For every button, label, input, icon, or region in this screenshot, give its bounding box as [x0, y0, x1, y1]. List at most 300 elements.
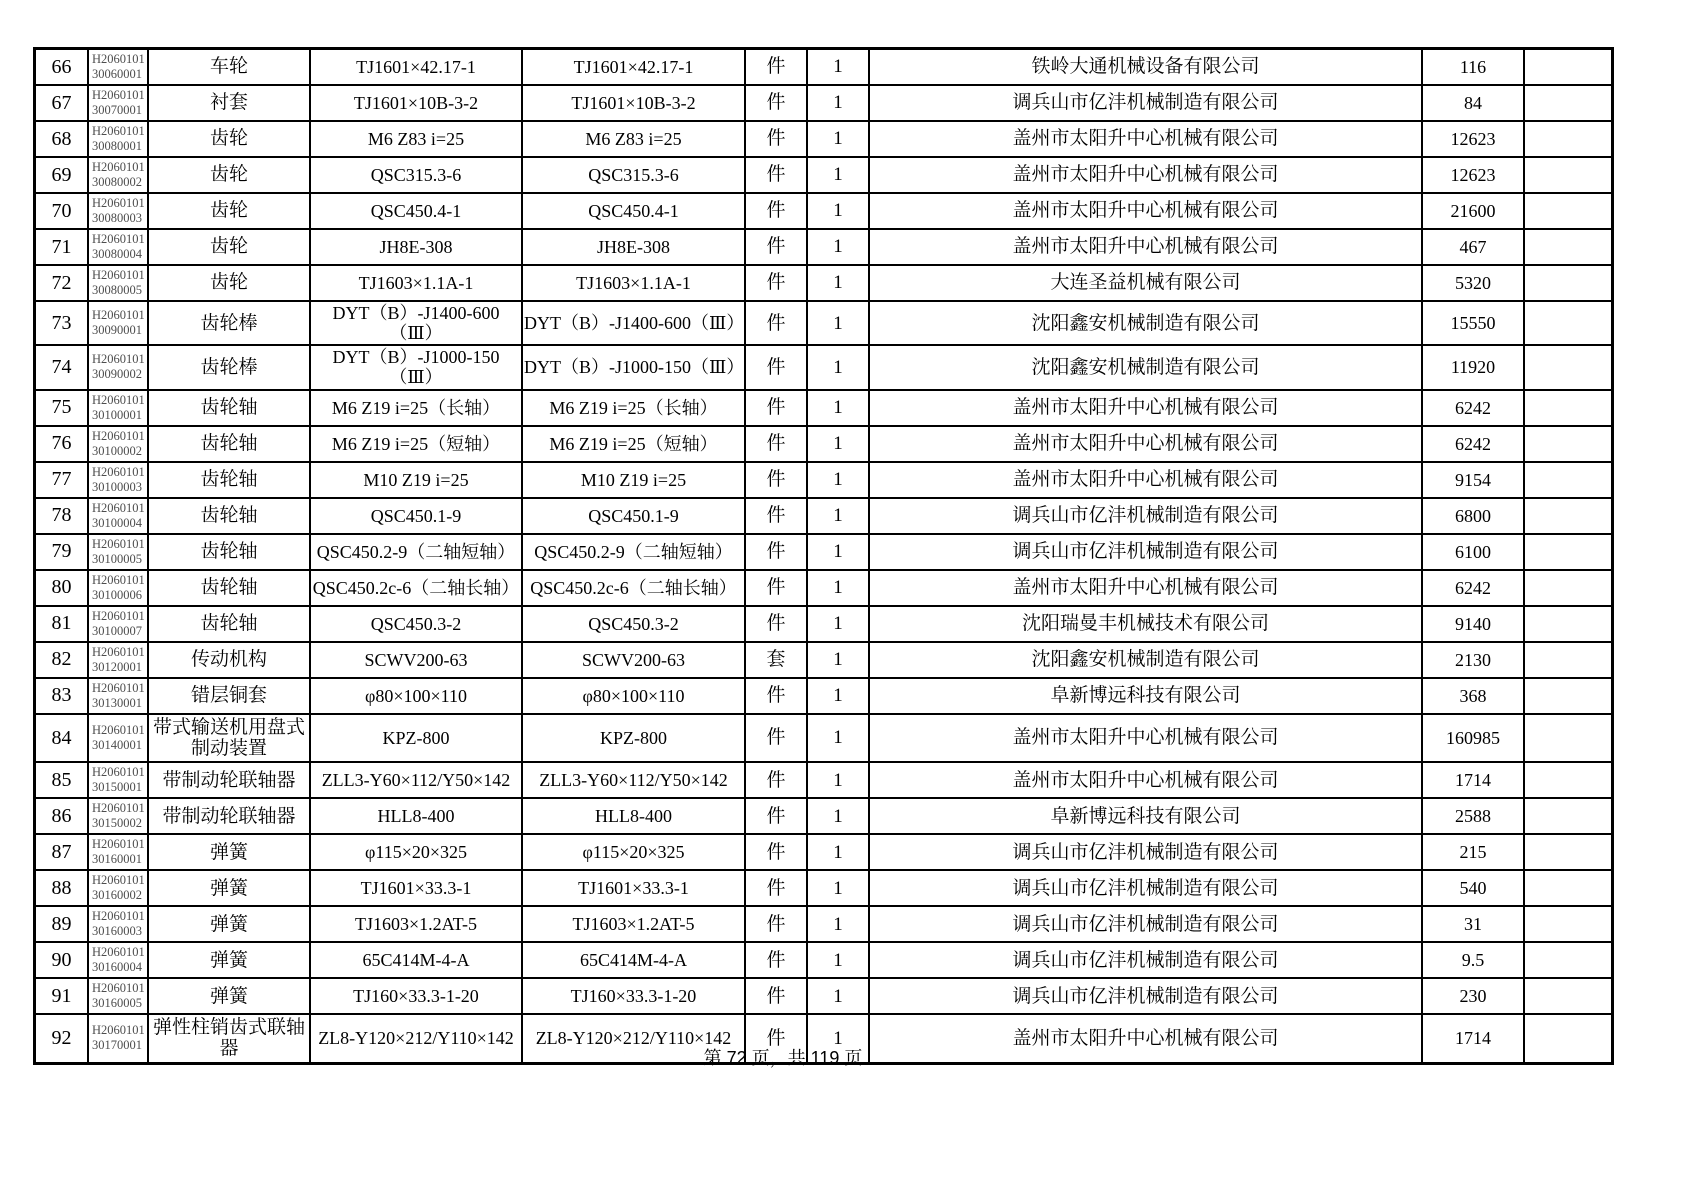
supplier-cell: 盖州市太阳升中心机械有限公司 [870, 391, 1423, 425]
unit-cell: 件 [746, 266, 808, 300]
quantity-cell: 1 [808, 391, 870, 425]
part-code-prefix: H2060101 [92, 268, 145, 282]
price-cell: 6242 [1423, 427, 1525, 461]
table-row [36, 715, 1611, 764]
part-code-suffix: 30160005 [92, 996, 142, 1011]
part-spec-cell: TJ1603×1.2AT-5 [523, 907, 746, 941]
row-number-cell: 72 [36, 266, 89, 300]
remark-cell [1525, 643, 1609, 677]
part-spec-cell: DYT（B）-J1000-150（Ⅲ） [523, 346, 746, 388]
row-number-cell: 69 [36, 158, 89, 192]
quantity-cell: 1 [808, 871, 870, 905]
part-code-prefix: H2060101 [92, 837, 145, 852]
unit-cell: 件 [746, 499, 808, 533]
price-cell: 230 [1423, 979, 1525, 1013]
part-code-suffix: 30100003 [92, 479, 142, 494]
quantity-cell: 1 [808, 979, 870, 1013]
table-row [36, 763, 1611, 799]
remark-cell [1525, 391, 1609, 425]
quantity-cell: 1 [808, 799, 870, 833]
part-name-cell: 弹性柱销齿式联轴器 [149, 1015, 311, 1062]
part-code-cell [89, 427, 149, 461]
part-code-prefix: H2060101 [92, 160, 145, 174]
part-code-suffix: 30100005 [92, 551, 142, 566]
remark-cell [1525, 871, 1609, 905]
part-code-cell [89, 799, 149, 833]
remark-cell [1525, 302, 1609, 344]
table-row [36, 871, 1611, 907]
price-cell: 2130 [1423, 643, 1525, 677]
supplier-cell: 沈阳鑫安机械制造有限公司 [870, 302, 1423, 344]
part-spec-cell: JH8E-308 [523, 230, 746, 264]
part-name-cell: 传动机构 [149, 643, 311, 677]
part-name-cell: 齿轮轴 [149, 607, 311, 641]
part-code-cell [89, 679, 149, 713]
supplier-cell: 沈阳鑫安机械制造有限公司 [870, 643, 1423, 677]
row-number-cell: 71 [36, 230, 89, 264]
row-number-cell: 87 [36, 835, 89, 869]
price-cell: 5320 [1423, 266, 1525, 300]
table-row [36, 158, 1611, 194]
part-name-cell: 齿轮轴 [149, 463, 311, 497]
row-number-cell: 83 [36, 679, 89, 713]
supplier-cell: 盖州市太阳升中心机械有限公司 [870, 122, 1423, 156]
part-name-cell: 带制动轮联轴器 [149, 763, 311, 797]
part-spec-cell: φ115×20×325 [523, 835, 746, 869]
unit-cell: 件 [746, 302, 808, 344]
part-code-prefix: H2060101 [92, 644, 145, 659]
part-code-suffix: 30090001 [92, 323, 142, 338]
part-code-prefix: H2060101 [92, 500, 145, 515]
quantity-cell: 1 [808, 535, 870, 569]
part-code-prefix: H2060101 [92, 464, 145, 479]
table-row [36, 50, 1611, 86]
price-cell: 15550 [1423, 302, 1525, 344]
price-cell: 467 [1423, 230, 1525, 264]
part-code-prefix: H2060101 [92, 608, 145, 623]
unit-cell: 件 [746, 1015, 808, 1062]
part-name-cell: 齿轮 [149, 266, 311, 300]
unit-cell: 件 [746, 346, 808, 388]
part-spec-cell: ZL8-Y120×212/Y110×142 [523, 1015, 746, 1062]
part-name-cell: 齿轮棒 [149, 346, 311, 388]
part-name-cell: 弹簧 [149, 943, 311, 977]
part-name-cell: 弹簧 [149, 907, 311, 941]
unit-cell: 件 [746, 763, 808, 797]
part-code-suffix: 30080003 [92, 211, 142, 225]
remark-cell [1525, 571, 1609, 605]
price-cell: 2588 [1423, 799, 1525, 833]
price-cell: 12623 [1423, 122, 1525, 156]
remark-cell [1525, 266, 1609, 300]
quantity-cell: 1 [808, 679, 870, 713]
part-name-cell: 齿轮 [149, 122, 311, 156]
table-row [36, 427, 1611, 463]
row-number-cell: 68 [36, 122, 89, 156]
part-name-cell: 齿轮轴 [149, 571, 311, 605]
part-spec-cell: ZLL3-Y60×112/Y50×142 [523, 763, 746, 797]
part-model-cell: QSC450.3-2 [311, 607, 523, 641]
part-code-prefix: H2060101 [92, 124, 145, 138]
part-code-cell [89, 194, 149, 228]
row-number-cell: 67 [36, 86, 89, 120]
part-model-cell: SCWV200-63 [311, 643, 523, 677]
quantity-cell: 1 [808, 907, 870, 941]
price-cell: 11920 [1423, 346, 1525, 388]
part-code-prefix: H2060101 [92, 981, 145, 996]
table-row [36, 391, 1611, 427]
unit-cell: 件 [746, 158, 808, 192]
part-code-prefix: H2060101 [92, 52, 145, 66]
table-row [36, 643, 1611, 679]
part-spec-cell: SCWV200-63 [523, 643, 746, 677]
part-code-prefix: H2060101 [92, 392, 145, 407]
supplier-cell: 盖州市太阳升中心机械有限公司 [870, 571, 1423, 605]
part-model-cell: DYT（B）-J1000-150（Ⅲ） [311, 346, 523, 388]
part-spec-cell: TJ1601×33.3-1 [523, 871, 746, 905]
price-cell: 1714 [1423, 1015, 1525, 1062]
part-code-cell [89, 158, 149, 192]
supplier-cell: 调兵山市亿沣机械制造有限公司 [870, 835, 1423, 869]
part-name-cell: 错层铜套 [149, 679, 311, 713]
unit-cell: 件 [746, 571, 808, 605]
row-number-cell: 82 [36, 643, 89, 677]
part-model-cell: DYT（B）-J1400-600（Ⅲ） [311, 302, 523, 344]
part-model-cell: 65C414M-4-A [311, 943, 523, 977]
part-code-prefix: H2060101 [92, 536, 145, 551]
remark-cell [1525, 346, 1609, 388]
row-number-cell: 84 [36, 715, 89, 762]
unit-cell: 件 [746, 194, 808, 228]
part-model-cell: KPZ-800 [311, 715, 523, 762]
part-model-cell: ZL8-Y120×212/Y110×142 [311, 1015, 523, 1062]
supplier-cell: 调兵山市亿沣机械制造有限公司 [870, 499, 1423, 533]
table-row [36, 979, 1611, 1015]
part-spec-cell: M6 Z19 i=25（短轴） [523, 427, 746, 461]
remark-cell [1525, 679, 1609, 713]
part-code-prefix: H2060101 [92, 909, 145, 924]
part-model-cell: TJ1603×1.1A-1 [311, 266, 523, 300]
supplier-cell: 调兵山市亿沣机械制造有限公司 [870, 86, 1423, 120]
part-model-cell: TJ160×33.3-1-20 [311, 979, 523, 1013]
row-number-cell: 76 [36, 427, 89, 461]
part-code-suffix: 30100002 [92, 443, 142, 458]
part-code-cell [89, 391, 149, 425]
part-code-suffix: 30160004 [92, 960, 142, 975]
part-model-cell: TJ1601×42.17-1 [311, 50, 523, 84]
unit-cell: 件 [746, 607, 808, 641]
table-row [36, 907, 1611, 943]
unit-cell: 件 [746, 799, 808, 833]
part-code-prefix: H2060101 [92, 680, 145, 695]
part-spec-cell: QSC450.2-9（二轴短轴） [523, 535, 746, 569]
part-spec-cell: M10 Z19 i=25 [523, 463, 746, 497]
quantity-cell: 1 [808, 715, 870, 762]
part-code-cell [89, 122, 149, 156]
part-model-cell: TJ1601×10B-3-2 [311, 86, 523, 120]
part-code-suffix: 30090002 [92, 367, 142, 382]
part-model-cell: M6 Z19 i=25（长轴） [311, 391, 523, 425]
part-model-cell: ZLL3-Y60×112/Y50×142 [311, 763, 523, 797]
part-code-suffix: 30080001 [92, 139, 142, 153]
part-spec-cell: QSC450.1-9 [523, 499, 746, 533]
quantity-cell: 1 [808, 643, 870, 677]
price-cell: 84 [1423, 86, 1525, 120]
part-code-suffix: 30100001 [92, 407, 142, 422]
part-code-prefix: H2060101 [92, 196, 145, 210]
row-number-cell: 86 [36, 799, 89, 833]
unit-cell: 件 [746, 679, 808, 713]
part-code-suffix: 30060001 [92, 67, 142, 81]
part-name-cell: 带式输送机用盘式制动装置 [149, 715, 311, 762]
part-model-cell: JH8E-308 [311, 230, 523, 264]
part-code-prefix: H2060101 [92, 232, 145, 246]
row-number-cell: 75 [36, 391, 89, 425]
unit-cell: 件 [746, 391, 808, 425]
part-code-suffix: 30150002 [92, 816, 142, 831]
part-model-cell: TJ1601×33.3-1 [311, 871, 523, 905]
unit-cell: 件 [746, 50, 808, 84]
unit-cell: 件 [746, 907, 808, 941]
part-model-cell: QSC315.3-6 [311, 158, 523, 192]
part-code-prefix: H2060101 [92, 88, 145, 102]
row-number-cell: 74 [36, 346, 89, 388]
unit-cell: 件 [746, 535, 808, 569]
price-cell: 6800 [1423, 499, 1525, 533]
part-code-cell [89, 535, 149, 569]
row-number-cell: 73 [36, 302, 89, 344]
table-row [36, 86, 1611, 122]
price-cell: 31 [1423, 907, 1525, 941]
part-spec-cell: QSC450.4-1 [523, 194, 746, 228]
part-code-prefix: H2060101 [92, 945, 145, 960]
price-cell: 215 [1423, 835, 1525, 869]
unit-cell: 件 [746, 715, 808, 762]
price-cell: 9154 [1423, 463, 1525, 497]
table-row [36, 835, 1611, 871]
unit-cell: 件 [746, 871, 808, 905]
row-number-cell: 79 [36, 535, 89, 569]
price-cell: 1714 [1423, 763, 1525, 797]
part-name-cell: 弹簧 [149, 871, 311, 905]
quantity-cell: 1 [808, 302, 870, 344]
table-row [36, 463, 1611, 499]
supplier-cell: 调兵山市亿沣机械制造有限公司 [870, 535, 1423, 569]
row-number-cell: 78 [36, 499, 89, 533]
part-spec-cell: HLL8-400 [523, 799, 746, 833]
part-code-cell [89, 302, 149, 344]
part-code-suffix: 30100007 [92, 623, 142, 638]
part-name-cell: 齿轮 [149, 194, 311, 228]
quantity-cell: 1 [808, 86, 870, 120]
supplier-cell: 盖州市太阳升中心机械有限公司 [870, 194, 1423, 228]
quantity-cell: 1 [808, 266, 870, 300]
part-code-prefix: H2060101 [92, 722, 145, 737]
quantity-cell: 1 [808, 463, 870, 497]
quantity-cell: 1 [808, 943, 870, 977]
part-name-cell: 齿轮轴 [149, 535, 311, 569]
remark-cell [1525, 907, 1609, 941]
table-row [36, 943, 1611, 979]
row-number-cell: 81 [36, 607, 89, 641]
part-code-cell [89, 230, 149, 264]
remark-cell [1525, 799, 1609, 833]
part-code-cell [89, 715, 149, 762]
part-code-cell [89, 979, 149, 1013]
part-code-cell [89, 571, 149, 605]
price-cell: 6242 [1423, 571, 1525, 605]
part-spec-cell: φ80×100×110 [523, 679, 746, 713]
quantity-cell: 1 [808, 50, 870, 84]
part-code-suffix: 30100006 [92, 587, 142, 602]
row-number-cell: 66 [36, 50, 89, 84]
remark-cell [1525, 86, 1609, 120]
part-code-suffix: 30170001 [92, 1038, 142, 1053]
part-code-cell [89, 943, 149, 977]
unit-cell: 套 [746, 643, 808, 677]
quantity-cell: 1 [808, 230, 870, 264]
unit-cell: 件 [746, 427, 808, 461]
price-cell: 21600 [1423, 194, 1525, 228]
price-cell: 540 [1423, 871, 1525, 905]
part-code-suffix: 30150001 [92, 780, 142, 795]
part-model-cell: HLL8-400 [311, 799, 523, 833]
part-code-prefix: H2060101 [92, 801, 145, 816]
remark-cell [1525, 835, 1609, 869]
part-model-cell: QSC450.2c-6（二轴长轴） [311, 571, 523, 605]
supplier-cell: 盖州市太阳升中心机械有限公司 [870, 158, 1423, 192]
part-code-prefix: H2060101 [92, 873, 145, 888]
part-code-cell [89, 871, 149, 905]
row-number-cell: 91 [36, 979, 89, 1013]
supplier-cell: 盖州市太阳升中心机械有限公司 [870, 1015, 1423, 1062]
quantity-cell: 1 [808, 607, 870, 641]
part-code-cell [89, 346, 149, 388]
remark-cell [1525, 427, 1609, 461]
table-row [36, 230, 1611, 266]
unit-cell: 件 [746, 122, 808, 156]
part-code-prefix: H2060101 [92, 352, 145, 367]
part-code-cell [89, 607, 149, 641]
table-row [36, 571, 1611, 607]
part-name-cell: 齿轮轴 [149, 427, 311, 461]
part-code-cell [89, 463, 149, 497]
part-code-prefix: H2060101 [92, 765, 145, 780]
remark-cell [1525, 979, 1609, 1013]
supplier-cell: 盖州市太阳升中心机械有限公司 [870, 763, 1423, 797]
price-cell: 6100 [1423, 535, 1525, 569]
supplier-cell: 调兵山市亿沣机械制造有限公司 [870, 871, 1423, 905]
part-code-suffix: 30160003 [92, 924, 142, 939]
part-name-cell: 衬套 [149, 86, 311, 120]
price-cell: 9140 [1423, 607, 1525, 641]
supplier-cell: 盖州市太阳升中心机械有限公司 [870, 463, 1423, 497]
part-code-suffix: 30120001 [92, 659, 142, 674]
supplier-cell: 沈阳鑫安机械制造有限公司 [870, 346, 1423, 388]
part-model-cell: M6 Z83 i=25 [311, 122, 523, 156]
part-code-prefix: H2060101 [92, 428, 145, 443]
unit-cell: 件 [746, 86, 808, 120]
remark-cell [1525, 122, 1609, 156]
part-name-cell: 齿轮棒 [149, 302, 311, 344]
part-name-cell: 齿轮 [149, 158, 311, 192]
part-code-cell [89, 835, 149, 869]
part-code-suffix: 30070001 [92, 103, 142, 117]
part-code-prefix: H2060101 [92, 308, 145, 323]
part-code-cell [89, 266, 149, 300]
part-code-suffix: 30080005 [92, 283, 142, 297]
remark-cell [1525, 50, 1609, 84]
remark-cell [1525, 607, 1609, 641]
quantity-cell: 1 [808, 835, 870, 869]
row-number-cell: 90 [36, 943, 89, 977]
parts-table-body [36, 50, 1611, 1062]
part-code-prefix: H2060101 [92, 1023, 145, 1038]
remark-cell [1525, 763, 1609, 797]
part-name-cell: 带制动轮联轴器 [149, 799, 311, 833]
unit-cell: 件 [746, 835, 808, 869]
price-cell: 12623 [1423, 158, 1525, 192]
quantity-cell: 1 [808, 763, 870, 797]
supplier-cell: 盖州市太阳升中心机械有限公司 [870, 715, 1423, 762]
table-row [36, 499, 1611, 535]
part-code-cell [89, 763, 149, 797]
part-code-suffix: 30080002 [92, 175, 142, 189]
row-number-cell: 77 [36, 463, 89, 497]
quantity-cell: 1 [808, 122, 870, 156]
table-row [36, 266, 1611, 302]
part-code-prefix: H2060101 [92, 572, 145, 587]
part-code-cell [89, 86, 149, 120]
remark-cell [1525, 230, 1609, 264]
part-name-cell: 弹簧 [149, 835, 311, 869]
remark-cell [1525, 535, 1609, 569]
quantity-cell: 1 [808, 571, 870, 605]
part-model-cell: QSC450.2-9（二轴短轴） [311, 535, 523, 569]
part-model-cell: TJ1603×1.2AT-5 [311, 907, 523, 941]
remark-cell [1525, 158, 1609, 192]
row-number-cell: 80 [36, 571, 89, 605]
part-code-cell [89, 1015, 149, 1062]
supplier-cell: 调兵山市亿沣机械制造有限公司 [870, 979, 1423, 1013]
quantity-cell: 1 [808, 499, 870, 533]
part-spec-cell: TJ1601×10B-3-2 [523, 86, 746, 120]
parts-table [33, 47, 1614, 1065]
remark-cell [1525, 499, 1609, 533]
part-spec-cell: QSC315.3-6 [523, 158, 746, 192]
price-cell: 116 [1423, 50, 1525, 84]
row-number-cell: 88 [36, 871, 89, 905]
part-code-cell [89, 907, 149, 941]
part-model-cell: φ80×100×110 [311, 679, 523, 713]
part-spec-cell: TJ1601×42.17-1 [523, 50, 746, 84]
part-spec-cell: 65C414M-4-A [523, 943, 746, 977]
quantity-cell: 1 [808, 194, 870, 228]
part-model-cell: QSC450.4-1 [311, 194, 523, 228]
quantity-cell: 1 [808, 1015, 870, 1062]
part-spec-cell: M6 Z83 i=25 [523, 122, 746, 156]
part-code-cell [89, 643, 149, 677]
supplier-cell: 铁岭大通机械设备有限公司 [870, 50, 1423, 84]
part-name-cell: 齿轮轴 [149, 499, 311, 533]
table-row [36, 346, 1611, 390]
price-cell: 160985 [1423, 715, 1525, 762]
part-spec-cell: QSC450.3-2 [523, 607, 746, 641]
supplier-cell: 大连圣益机械有限公司 [870, 266, 1423, 300]
table-row [36, 679, 1611, 715]
part-code-suffix: 30100004 [92, 515, 142, 530]
part-code-cell [89, 50, 149, 84]
